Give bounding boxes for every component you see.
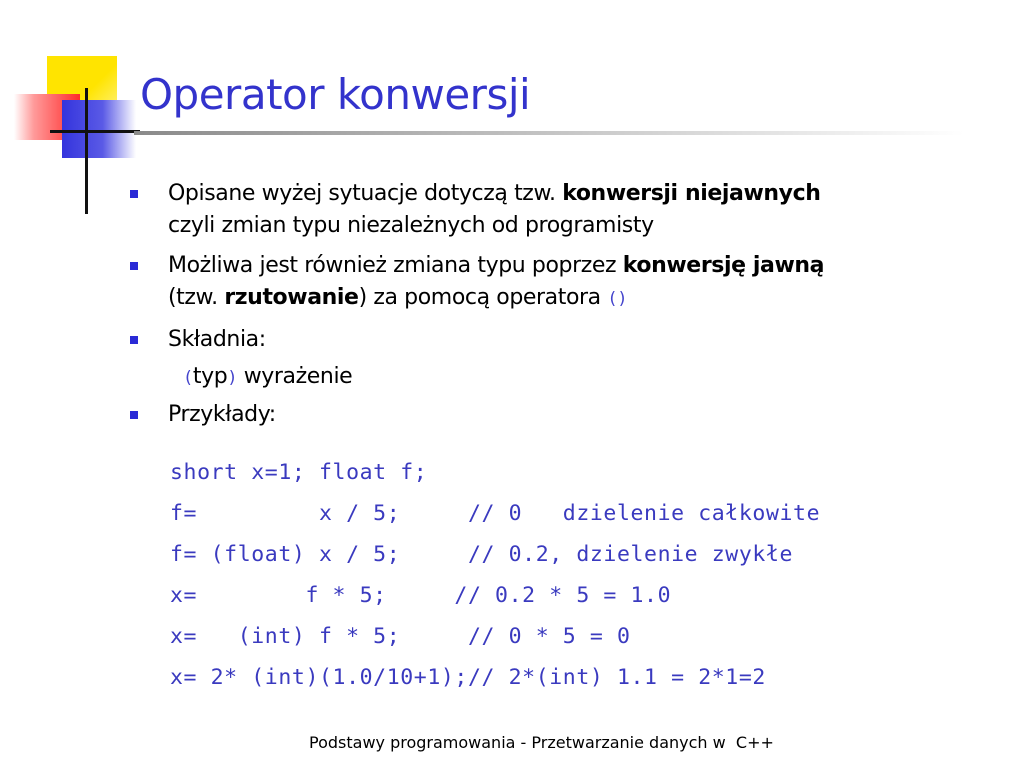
- bullet-examples: [130, 399, 1010, 431]
- bullet-bold-text: konwersję jawną: [622, 253, 825, 278]
- code-line: x= 2* (int)(1.0/10+1);// 2*(int) 1.1 = 2*1=2: [170, 665, 766, 690]
- code-line: f= x / 5; // 0 dzielenie całkowite: [170, 501, 821, 526]
- code-block: [170, 452, 820, 698]
- bullet-text: czyli zmian typu niezależnych od programisty: [168, 213, 654, 238]
- bullet-text: Opisane wyżej sytuacje dotyczą tzw.: [168, 181, 563, 206]
- cast-operator: (): [607, 289, 628, 309]
- slide-footer: Podstawy programowania - Przetwarzanie danych w C++: [309, 733, 774, 752]
- decor-vertical-line: [85, 88, 88, 214]
- code-line: short x=1; float f;: [170, 460, 428, 485]
- code-line: f= (float) x / 5; // 0.2, dzielenie zwykłe: [170, 542, 794, 567]
- bullet-syntax: [130, 324, 1010, 356]
- bullet-square-icon: [130, 262, 138, 270]
- bullet-bold-text: konwersji niejawnych: [562, 181, 821, 206]
- code-line: x= f * 5; // 0.2 * 5 = 1.0: [170, 583, 672, 608]
- syntax-type: typ: [192, 364, 228, 389]
- decor-horizontal-line: [50, 130, 140, 133]
- bullet-implicit-conversion: [130, 178, 1010, 242]
- bullet-text: Składnia:: [168, 327, 266, 352]
- bullet-text: Możliwa jest również zmiana typu poprzez: [168, 253, 623, 278]
- bullet-square-icon: [130, 336, 138, 344]
- slide-content: [130, 178, 1010, 431]
- paren-open: (: [183, 368, 193, 388]
- paren-close: ): [227, 368, 238, 388]
- syntax-expression: wyrażenie: [237, 364, 353, 389]
- bullet-square-icon: [130, 411, 138, 419]
- bullet-square-icon: [130, 190, 138, 198]
- syntax-example: [130, 361, 1010, 394]
- bullet-text: Przykłady:: [168, 402, 276, 427]
- bullet-explicit-conversion: [130, 250, 1010, 315]
- slide-title: Operator konwersji: [140, 70, 531, 119]
- title-underline: [134, 131, 964, 135]
- bullet-text: (tzw.: [168, 285, 225, 310]
- decor-blue-square: [62, 100, 136, 158]
- code-line: x= (int) f * 5; // 0 * 5 = 0: [170, 624, 631, 649]
- bullet-text: ) za pomocą operatora: [358, 285, 608, 310]
- bullet-bold-text: rzutowanie: [224, 285, 359, 310]
